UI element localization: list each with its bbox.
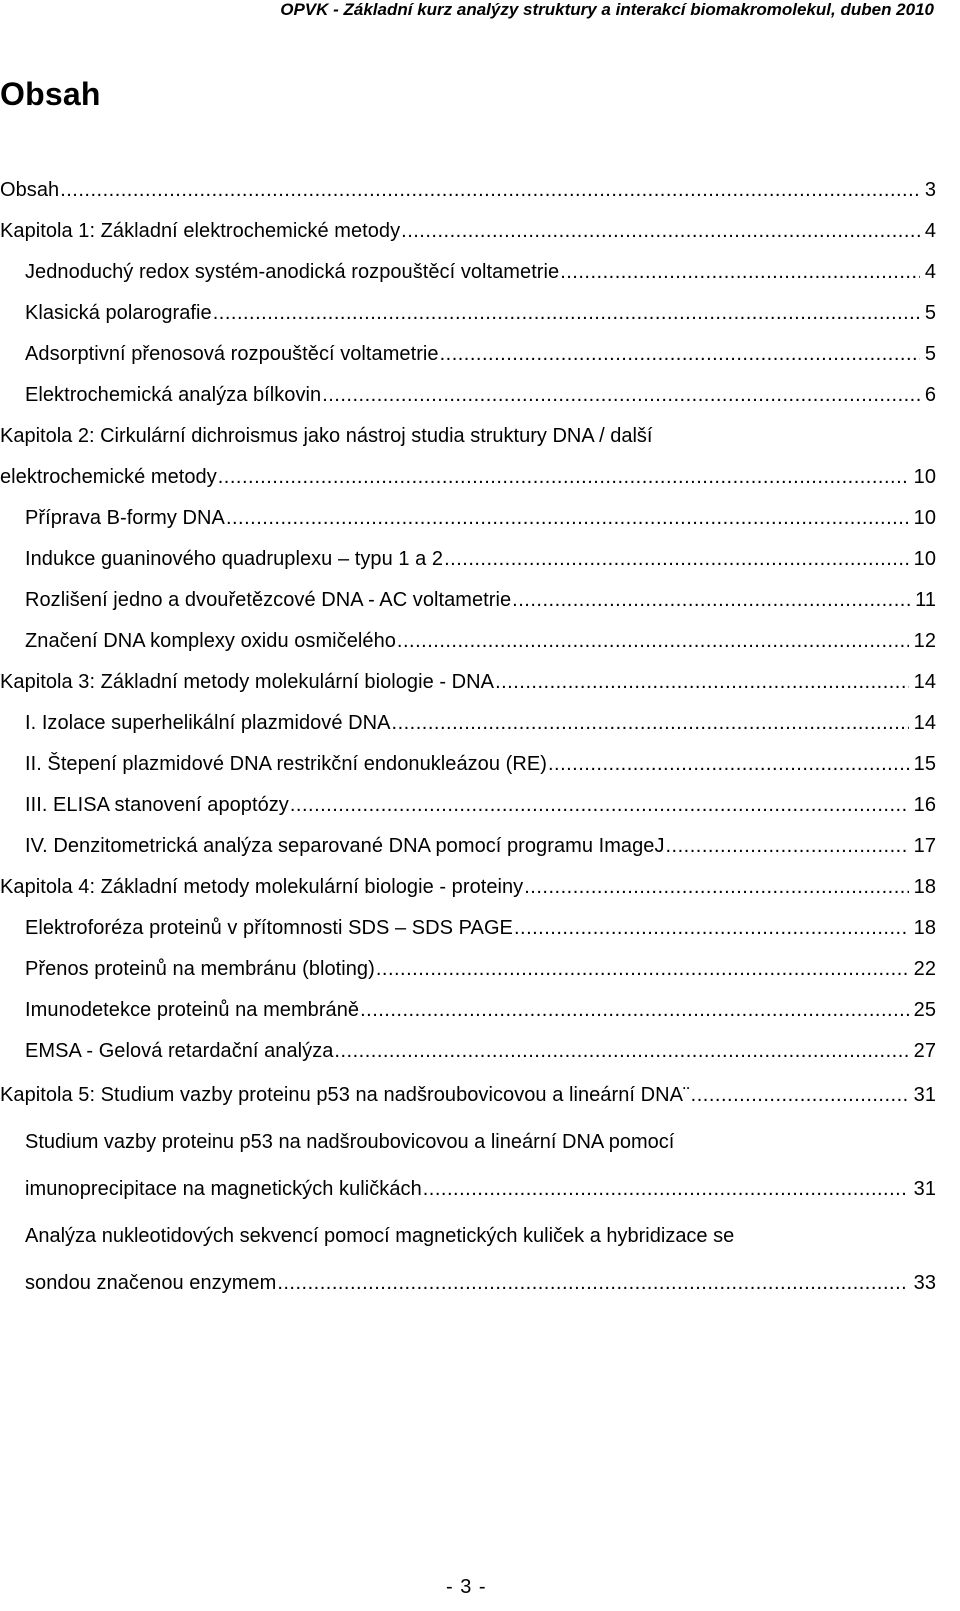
toc-entry-text: Elektroforéza proteinů v přítomnosti SDS – SDS PAGE	[25, 917, 513, 939]
toc-entry-blotting[interactable]	[0, 949, 936, 990]
toc-entry-text: Klasická polarografie	[25, 302, 212, 324]
toc-entry-chapter-2-line1[interactable]: Kapitola 2: Cirkulární dichroismus jako nástroj studia struktury DNA / další	[0, 425, 653, 447]
dot-leader	[548, 744, 909, 785]
toc-entry-page: 18	[913, 876, 936, 898]
toc-entry-text: IV. Denzitometrická analýza separované DNA pomocí programu ImageJ	[25, 835, 665, 857]
dot-leader	[397, 621, 909, 662]
toc-entry-page: 5	[924, 302, 936, 324]
toc-entry-obsah[interactable]	[0, 170, 936, 211]
dot-leader	[277, 1260, 908, 1307]
toc-entry-osmium-labeling[interactable]	[0, 621, 936, 662]
dot-leader	[444, 539, 909, 580]
toc-entry-page: 27	[913, 1040, 936, 1062]
toc-entry-text: Rozlišení jedno a dvouřetězcové DNA - AC voltametrie	[25, 589, 512, 611]
toc-entry-page: 10	[913, 507, 936, 529]
toc-entry-immunodetection[interactable]	[0, 990, 936, 1031]
toc-entry-page: 31	[913, 1084, 936, 1106]
toc-entry-text: imunoprecipitace na magnetických kuličkách	[25, 1178, 422, 1200]
toc-entry-text: II. Štepení plazmidové DNA restrikční endonukleázou (RE)	[25, 753, 547, 775]
toc-entry-text: Kapitola 1: Základní elektrochemické metody	[0, 220, 401, 242]
dot-leader	[666, 826, 909, 867]
toc-entry-page: 18	[913, 917, 936, 939]
toc-entry-page: 22	[913, 958, 936, 980]
toc-entry-text: Kapitola 4: Základní metody molekulární biologie - proteiny	[0, 876, 524, 898]
toc-entry-page: 12	[913, 630, 936, 652]
toc-entry-text: Značení DNA komplexy oxidu osmičelého	[25, 630, 396, 652]
toc-entry-chapter-2[interactable]	[0, 457, 936, 498]
toc-entry-ac-voltammetry[interactable]	[0, 580, 936, 621]
toc-entry-chapter-4[interactable]	[0, 867, 936, 908]
toc-entry-text: Elektrochemická analýza bílkovin	[25, 384, 322, 406]
dot-leader	[495, 662, 909, 703]
dot-leader	[423, 1166, 909, 1213]
dot-leader	[376, 949, 909, 990]
toc-entry-text: sondou značenou enzymem	[25, 1272, 277, 1294]
toc-entry-page: 16	[913, 794, 936, 816]
dot-leader	[440, 334, 920, 375]
toc-entry-emsa[interactable]	[0, 1031, 936, 1072]
toc-entry-polarography[interactable]	[0, 293, 936, 334]
toc-entry-page: 4	[924, 261, 936, 283]
dot-leader	[392, 703, 909, 744]
dot-leader	[322, 375, 920, 416]
toc-entry-text: EMSA - Gelová retardační analýza	[25, 1040, 334, 1062]
toc-entry-p53-binding[interactable]	[0, 1166, 936, 1213]
toc-entry-redox-system[interactable]	[0, 252, 936, 293]
dot-leader	[218, 457, 909, 498]
dot-leader	[334, 1031, 908, 1072]
toc-entry-page: 25	[913, 999, 936, 1021]
toc-entry-densitometry[interactable]	[0, 826, 936, 867]
toc-entry-page: 33	[913, 1272, 936, 1294]
page-title: Obsah	[0, 76, 101, 112]
toc-entry-text: Imunodetekce proteinů na membráně	[25, 999, 360, 1021]
toc-entry-chapter-5[interactable]	[0, 1072, 936, 1119]
toc-entry-page: 4	[924, 220, 936, 242]
toc-entry-page: 17	[913, 835, 936, 857]
toc-entry-page: 10	[913, 466, 936, 488]
toc-entry-plasmid-isolation[interactable]	[0, 703, 936, 744]
dot-leader	[226, 498, 909, 539]
dot-leader	[524, 867, 908, 908]
toc-entry-page: 11	[915, 589, 936, 611]
dot-leader	[401, 211, 920, 252]
toc-entry-nucleotide-analysis[interactable]	[0, 1260, 936, 1307]
toc-entry-guanine-quadruplex[interactable]	[0, 539, 936, 580]
toc-entry-text: Kapitola 3: Základní metody molekulární biologie - DNA	[0, 671, 495, 693]
toc-entry-text: III. ELISA stanovení apoptózy	[25, 794, 289, 816]
toc-entry-page: 6	[924, 384, 936, 406]
dot-leader	[60, 170, 920, 211]
dot-leader	[213, 293, 920, 334]
dot-leader	[691, 1072, 909, 1119]
toc-entry-page: 5	[924, 343, 936, 365]
toc-entry-sds-page[interactable]	[0, 908, 936, 949]
toc-entry-b-form-dna[interactable]	[0, 498, 936, 539]
toc-entry-text: Přenos proteinů na membránu (bloting)	[25, 958, 375, 980]
toc-entry-text: Adsorptivní přenosová rozpouštěcí voltametrie	[25, 343, 439, 365]
toc-entry-page: 15	[913, 753, 936, 775]
toc-entry-protein-analysis[interactable]	[0, 375, 936, 416]
toc-entry-chapter-1[interactable]	[0, 211, 936, 252]
toc-entry-elisa-apoptosis[interactable]	[0, 785, 936, 826]
toc-entry-page: 31	[913, 1178, 936, 1200]
toc-entry-text: Jednoduchý redox systém-anodická rozpouštěcí voltametrie	[25, 261, 560, 283]
toc-entry-restriction-cleavage[interactable]	[0, 744, 936, 785]
dot-leader	[514, 908, 909, 949]
dot-leader	[290, 785, 909, 826]
toc-entry-page: 3	[924, 179, 936, 201]
toc-entry-text: Indukce guaninového quadruplexu – typu 1 a 2	[25, 548, 444, 570]
toc-entry-text: I. Izolace superhelikální plazmidové DNA	[25, 712, 391, 734]
toc-entry-text: Kapitola 5: Studium vazby proteinu p53 na nadšroubovicovou a lineární DNA¨	[0, 1084, 690, 1106]
toc-entry-text: elektrochemické metody	[0, 466, 217, 488]
toc-entry-page: 14	[913, 671, 936, 693]
toc-entry-p53-binding-line1[interactable]: Studium vazby proteinu p53 na nadšroubovicovou a lineární DNA pomocí	[25, 1131, 675, 1153]
dot-leader	[560, 252, 920, 293]
toc-entry-page: 14	[913, 712, 936, 734]
toc-entry-nucleotide-analysis-line1[interactable]: Analýza nukleotidových sekvencí pomocí magnetických kuliček a hybridizace se	[25, 1225, 735, 1247]
dot-leader	[360, 990, 909, 1031]
dot-leader	[512, 580, 910, 621]
toc-entry-page: 10	[913, 548, 936, 570]
running-header: OPVK - Základní kurz analýzy struktury a interakcí biomakromolekul, duben 2010	[280, 0, 934, 19]
toc-entry-chapter-3[interactable]	[0, 662, 936, 703]
toc-entry-text: Příprava B-formy DNA	[25, 507, 225, 529]
toc-entry-text: Obsah	[0, 179, 60, 201]
table-of-contents	[0, 170, 936, 1307]
toc-entry-adsorptive-voltammetry[interactable]	[0, 334, 936, 375]
page-number: - 3 -	[446, 1576, 487, 1598]
